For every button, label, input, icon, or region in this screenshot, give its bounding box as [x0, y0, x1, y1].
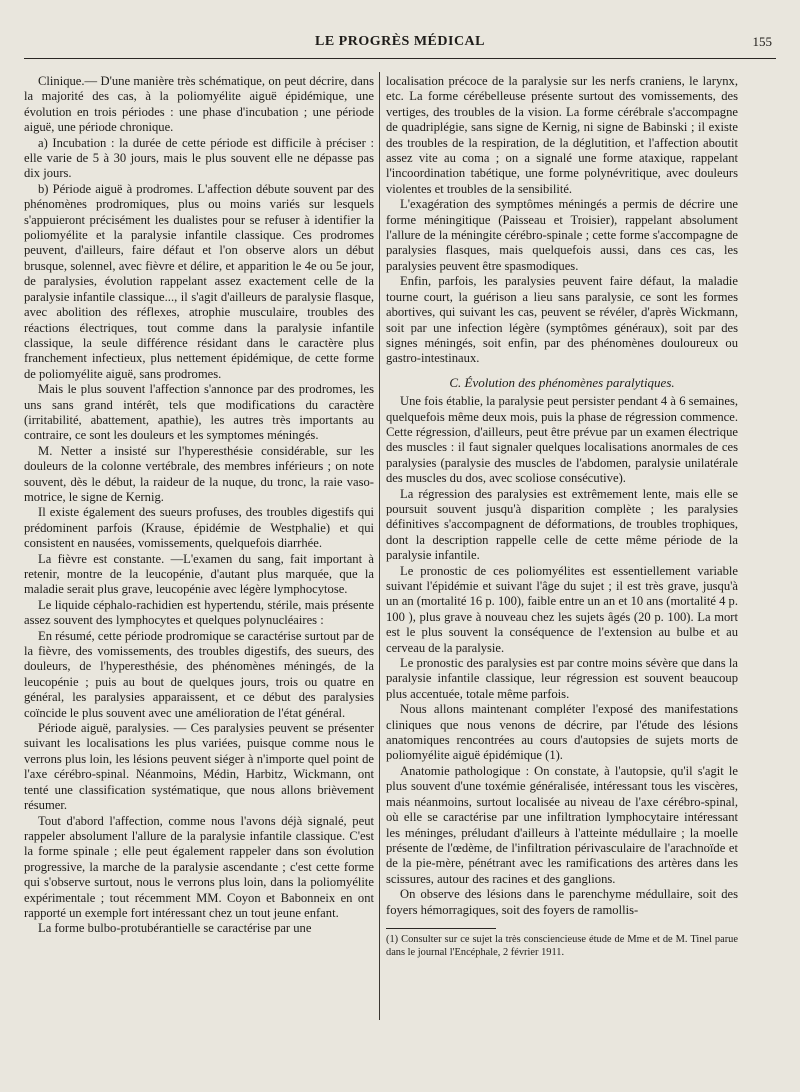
- paragraph-sueurs: Il existe également des sueurs profuses, des troubles digestifs qui prédominent parfois (Krause, épidémie de Westphalie) et qui consistent en nausées, vomissements, quelquefois diarrhée.: [24, 505, 374, 551]
- footnote-rule: [386, 928, 496, 929]
- paragraph-incubation: a) Incubation : la durée de cette période est difficile à préciser : elle varie de 5 à 30 jours, mais le plus souvent elle ne dépasse pas dix jours.: [24, 135, 374, 181]
- right-column: [386, 74, 738, 959]
- paragraph-prodromes: b) Période aiguë à prodromes. L'affection débute souvent par des phénomènes prodromiques, plus ou moins variés sur lesquels s'appuieront précisément les dualistes pour se refuser à identifier la poliomyélite et la paralysie infantile classique. Ces prodromes peuvent, d'ailleurs, faire défaut et l'on observe alors un début brusque, solennel, avec fièvre et délire, et apparition le 4e ou 5e jour, de paralysies, évolution rappelant assez exactement celle de la paralysie infantile classique..., il s'agit d'ailleurs de paralysie flasque, avec abolition des réflexes, atrophie musculaire, troubles des réactions électriques, tout comme dans la paralysie infantile classique, la seule différence résidant dans le caractère plus franchement infectieux, plus nettement épidémique, de cette forme de poliomyélite aiguë, sans prodromes.: [24, 181, 374, 381]
- paragraph-netter: M. Netter a insisté sur l'hyperesthésie considérable, sur les douleurs de la colonne vertébrale, des membres inférieurs ; on note souvent, dès le début, la raideur de la nuque, du tronc, la raie vaso-motrice, le signe de Kernig.: [24, 443, 374, 504]
- paragraph-bulbo: La forme bulbo-protubérantielle se caractérise par une: [38, 921, 312, 936]
- paragraph-abortives: Enfin, parfois, les paralysies peuvent faire défaut, la maladie tourne court, la guérison a lieu sans paralysie, ce sont les formes abortives, qui suivant les cas, peuvent se révéler, d'après Wickmann, soit par une infection légère (symptômes généraux), soit par des signes méningés, soit enfin, par des phénomènes douloureux ou gastro-intestinaux.: [386, 274, 738, 366]
- running-title: LE PROGRÈS MÉDICAL: [314, 34, 486, 49]
- paragraph-resume: En résumé, cette période prodromique se caractérise surtout par de la fièvre, des vomissements, des troubles digestifs, des sueurs, des douleurs, de l'hyperesthésie, des phénomènes méningés, de la leucopénie ; puis au bout de quelques jours, trois ou quatre en général, les paralysies apparaissent, et ce début des paralysies coïncide le plus souvent avec une amélioration de l'état général.: [24, 628, 374, 720]
- paragraph-forme-spinale: Tout d'abord l'affection, comme nous l'avons déjà signalé, peut rappeler absolument l'allure de la paralysie infantile classique. C'est la forme spinale ; elle peut également rappeler dans son évolution progressive, la marche de la paralysie ascendante ; c'est cette forme qui s'observe surtout, nous le verrons plus loin, dans la poliomyélite expérimentale ; tout récemment MM. Coyon et Babonneix en ont rapporté un exemple fort intéressant chez un tout jeune enfant.: [24, 813, 374, 920]
- paragraph-pronostic-paralysies: Le pronostic des paralysies est par contre moins sévère que dans la paralysie infantile classique, leur régression est souvent beaucoup plus accentuée, totale même parfois.: [386, 656, 738, 701]
- paragraph-fievre: La fièvre est constante. —L'examen du sang, fait important à retenir, montre de la leucopénie, d'autant plus marquée, que la maladie serait plus grave, leucopénie avec légère lymphocytose.: [24, 551, 374, 597]
- paragraph-liquide: Le liquide céphalo-rachidien est hypertendu, stérile, mais présente assez souvent des lymphocytes et quelques polynucléaires :: [24, 597, 374, 628]
- paragraph-pronostic: Le pronostic de ces poliomyélites est essentiellement variable suivant l'épidémie et suivant l'âge du sujet ; il est très grave, jusqu'à un an (mortalité 16 p. 100), faible entre un an et 10 ans (mortalité 4 p. 100 ), plus grave à nouveau chez les sujets âgés (20 p. 100). La mort est le plus souvent la conséquence de l'extension au bulbe et au cerveau de la paralysie.: [386, 563, 738, 655]
- paragraph-regression: La régression des paralysies est extrêmement lente, mais elle se poursuit souvent jusqu'à disparition complète ; les paralysies définitives s'accompagnent de déformations, de troubles trophiques, dont la description rappelle celle de cette même période de la paralysie infantile.: [386, 486, 738, 563]
- column-divider: [379, 72, 380, 1020]
- page-number: 155: [752, 34, 772, 49]
- paragraph-parenchyme: On observe des lésions dans le parenchyme médullaire, soit des foyers hémorragiques, soit des foyers de ramollis-: [386, 887, 738, 917]
- page-header: [24, 28, 776, 59]
- paragraph-lesions: Nous allons maintenant compléter l'exposé des manifestations cliniques que nous venons de décrire, par l'étude des lésions anatomiques rencontrées au cours d'autopsies de sujets morts de poliomyélite aiguë épidémique (1).: [386, 702, 738, 763]
- left-column: [24, 74, 374, 937]
- section-heading: C. Évolution des phénomènes paralytiques.: [449, 374, 675, 390]
- footnote: (1) Consulter sur ce sujet la très consciencieuse étude de Mme et de M. Tinel parue dans le journal l'Encéphale, 2 février 1911.: [386, 933, 738, 958]
- paragraph-evolution: Une fois établie, la paralysie peut persister pendant 4 à 6 semaines, quelquefois même deux mois, puis la phase de régression commence. Cette régression, d'ailleurs, peut être prévue par un examen électrique des muscles : il faut signaler quelques localisations anormales de ces paralysies (paralysie des muscles de l'abdomen, paralysie unilatérale des muscles du dos, avec scoliose consécutive).: [386, 394, 738, 486]
- paragraph-meningitique: L'exagération des symptômes méningés a permis de décrire une forme méningitique (Paisseau et Troisier), rappelant absolument l'allure de la méningite cérébro-spinale ; cette forme s'accompagne de paralysies flasques, mais quelquefois aussi, dans ces cas, les paralysies peuvent être spasmodiques.: [386, 197, 738, 273]
- paragraph-localisation: localisation précoce de la paralysie sur les nerfs craniens, le larynx, etc. La forme cérébelleuse présente surtout des vomissements, des vertiges, des troubles de la vision. La forme cérébrale s'accompagne de quadriplégie, sans signe de Kernig, ni signe de Babinski ; il existe des troubles de la respiration, de la déglutition, et l'affection aboutit assez vite au coma ; on a signalé une forme ataxique, rappelant l'incoordination tabétique, une forme polynévritique, avec douleurs violentes et troubles de la sensibilité.: [386, 74, 738, 196]
- paragraph-periode-aigue: Période aiguë, paralysies. — Ces paralysies peuvent se présenter suivant les localisations les plus variées, puisque comme nous le verrons plus loin, les lésions peuvent siéger à n'importe quel point de l'axe cérébro-spinal. Néanmoins, Médin, Harbitz, Wickmann, ont tenté une classification systématique, que nous allons brièvement résumer.: [24, 721, 374, 813]
- paragraph-anatomie: Anatomie pathologique : On constate, à l'autopsie, qu'il s'agit le plus souvent d'une toxémie généralisée, intéressant tous les viscères, mais néanmoins, surtout localisée au niveau de l'axe cérébro-spinal, où elle se caractérise par une infiltration lymphocytaire intéressant les méninges, préludant d'ailleurs à l'atteinte médullaire ; la moelle présente de l'œdème, de l'infiltration périvasculaire de l'arachnoïde et de la pie-mère, pénétrant avec les ramifications des artères dans les scissures, autour des racines et des ganglions.: [386, 763, 738, 886]
- paragraph-annonce: Mais le plus souvent l'affection s'annonce par des prodromes, les uns sans grand intérêt, tels que modifications du caractère (irritabilité, abattement, apathie), les autres très importants au contraire, ce sont les douleurs et les symptomes méningés.: [24, 382, 374, 443]
- paragraph-clinique: Clinique.— D'une manière très schématique, on peut décrire, dans la majorité des cas, à la poliomyélite aiguë épidémique, une évolution en trois périodes : une phase d'incubation ; une période aiguë, une période chronique.: [24, 74, 374, 135]
